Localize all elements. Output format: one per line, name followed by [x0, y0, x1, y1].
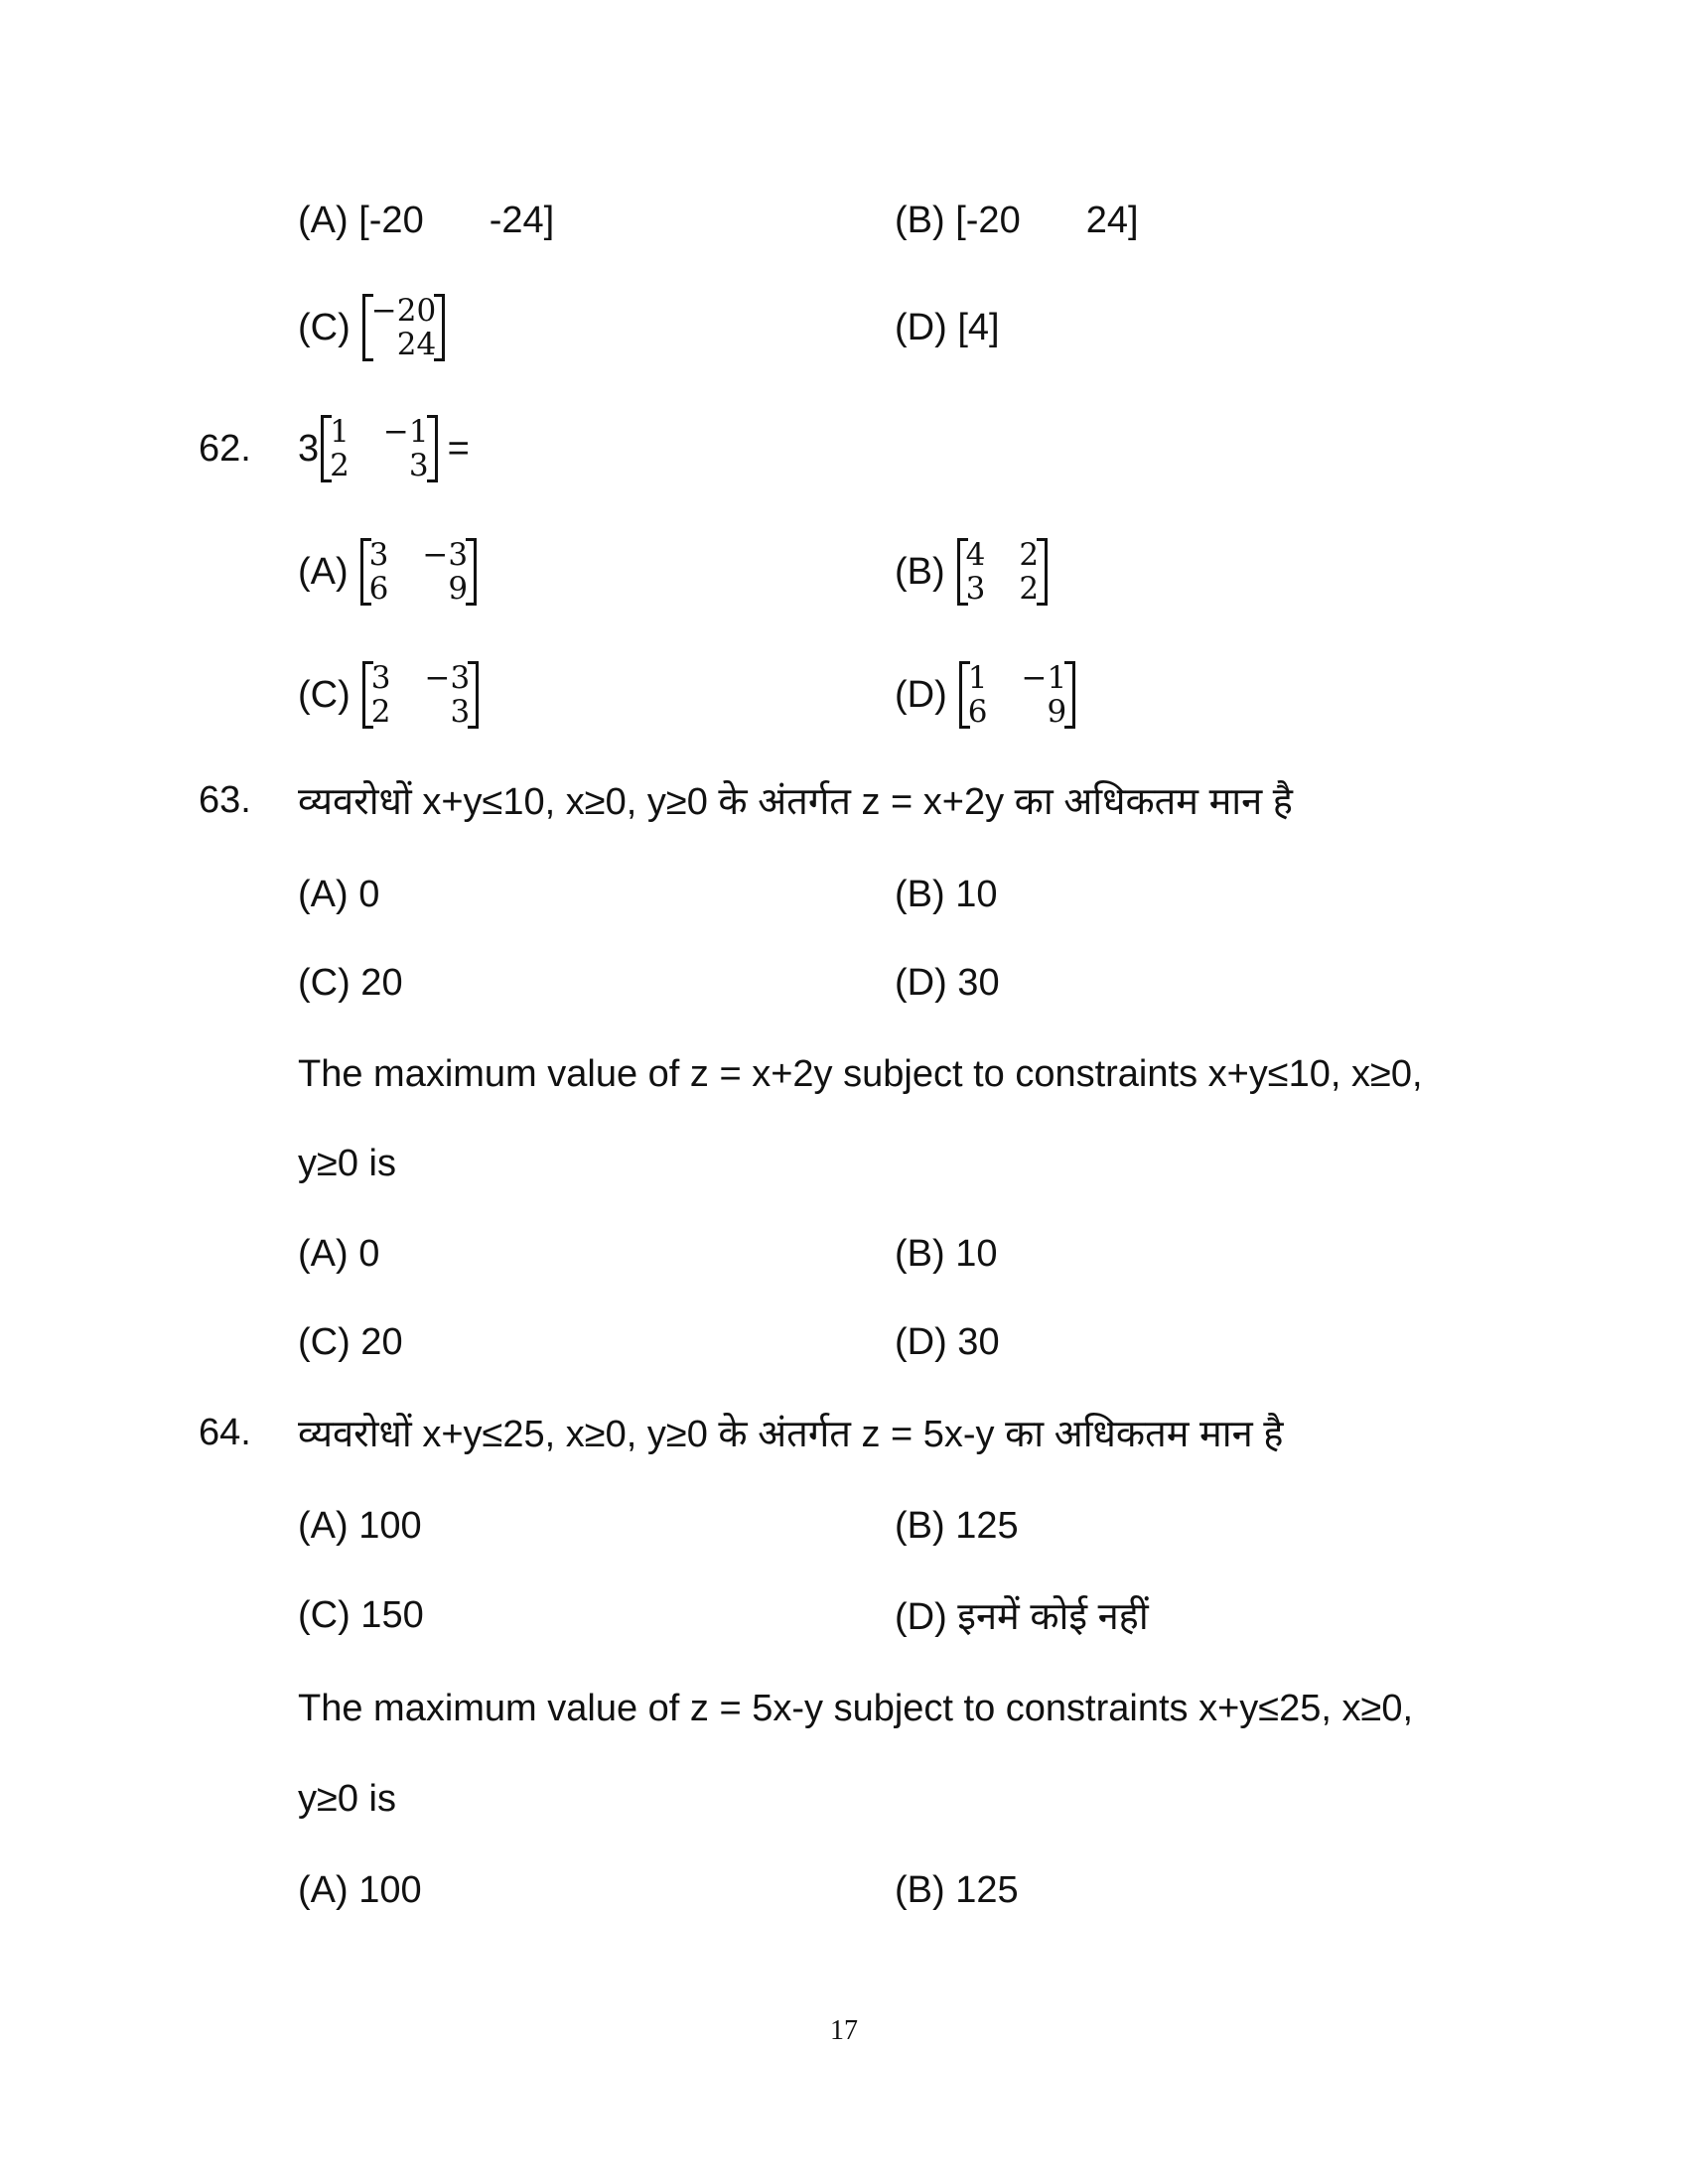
option-label: (C): [298, 306, 351, 348]
option-label: (D): [895, 673, 947, 716]
q64-english-stem-line2: y≥0 is: [298, 1777, 396, 1820]
matrix-cell: 9: [1047, 694, 1067, 730]
q64-english-option-a: (A) 100: [298, 1868, 422, 1911]
question-number: 64.: [199, 1411, 251, 1453]
matrix-cell: −3: [424, 660, 471, 696]
q64-hindi-option-d: (D) इनमें कोई नहीं: [895, 1596, 1149, 1638]
q63-english-stem-line1: The maximum value of z = x+2y subject to constraints x+y≤10, x≥0,: [298, 1052, 1423, 1095]
q62-option-c: [298, 660, 479, 730]
q63-english-option-c: (C) 20: [298, 1320, 403, 1363]
matrix-left: [-20: [358, 199, 424, 241]
q62-option-d: [895, 660, 1075, 730]
matrix-left: [-20: [955, 199, 1021, 241]
matrix-cell: −3: [422, 537, 469, 573]
q61-option-d: [895, 298, 1000, 357]
q61-option-a: [298, 191, 554, 250]
q63-hindi-option-a: (A) 0: [298, 873, 380, 915]
q63-english-option-b: (B) 10: [895, 1232, 998, 1275]
matrix-cell: 3: [450, 694, 471, 730]
q63-hindi-option-b: (B) 10: [895, 873, 998, 915]
q62-option-b: [895, 537, 1048, 607]
matrix-cell: 2: [1019, 537, 1040, 573]
q63-english-option-a: (A) 0: [298, 1232, 380, 1275]
matrix-cell: 1: [330, 414, 350, 450]
q63-english-stem-line2: y≥0 is: [298, 1142, 396, 1184]
q63-english-option-d: (D) 30: [895, 1320, 1000, 1363]
question-matrix: [321, 415, 437, 482]
option-label: (D): [895, 306, 947, 348]
matrix-cell: 2: [1019, 571, 1040, 607]
matrix-cell: 1: [967, 660, 988, 696]
matrix-cell: 9: [448, 571, 469, 607]
matrix-cell: 4: [965, 537, 986, 573]
coefficient: 3: [298, 427, 320, 470]
option-label: (A): [298, 550, 349, 593]
q64-hindi-option-c: (C) 150: [298, 1593, 424, 1636]
option-label: (C): [298, 673, 351, 716]
matrix-cell: 6: [967, 694, 988, 730]
q64-english-option-b: (B) 125: [895, 1868, 1019, 1911]
option-matrix: [959, 661, 1075, 729]
option-label: (A): [298, 199, 349, 241]
option-matrix: [957, 538, 1048, 606]
matrix-cell: 3: [408, 448, 429, 483]
q64-english-stem-line1: The maximum value of z = 5x-y subject to constraints x+y≤25, x≥0,: [298, 1687, 1414, 1729]
option-label: (B): [895, 199, 945, 241]
q64-hindi-stem: व्यवरोधों x+y≤25, x≥0, y≥0 के अंतर्गत z = 5x-y का अधिकतम मान है: [298, 1414, 1284, 1455]
option-label: (B): [895, 550, 945, 593]
option-matrix: [362, 661, 479, 729]
q64-hindi-option-b: (B) 125: [895, 1504, 1019, 1547]
page-number: 17: [830, 2015, 858, 2046]
matrix-cell: 3: [368, 537, 389, 573]
q63-hindi-option-c: (C) 20: [298, 961, 403, 1004]
matrix-cell: 3: [965, 571, 986, 607]
option-text: [4]: [957, 306, 1000, 348]
q63-hindi-option-d: (D) 30: [895, 961, 1000, 1004]
matrix-cell: 2: [370, 694, 391, 730]
equals-sign: =: [447, 427, 470, 470]
q61-option-c: [298, 293, 445, 362]
matrix-cell: 2: [330, 448, 350, 483]
matrix-right: 24]: [1085, 199, 1139, 241]
matrix-cell: 3: [370, 660, 391, 696]
matrix-cell: 6: [368, 571, 389, 607]
q62-option-a: [298, 537, 477, 607]
matrix-right: -24]: [489, 199, 555, 241]
q64-hindi-option-a: (A) 100: [298, 1504, 422, 1547]
option-matrix: [360, 538, 477, 606]
q63-hindi-stem: व्यवरोधों x+y≤10, x≥0, y≥0 के अंतर्गत z = x+2y का अधिकतम मान है: [298, 781, 1293, 823]
question-number: 62.: [199, 427, 251, 470]
matrix-cell: −20: [370, 293, 437, 329]
matrix-cell: 24: [396, 327, 437, 362]
column-matrix: [362, 294, 445, 361]
matrix-cell: −1: [382, 414, 429, 450]
q62-stem: [298, 414, 470, 483]
question-number: 63.: [199, 778, 251, 821]
matrix-cell: −1: [1021, 660, 1067, 696]
q61-option-b: [895, 191, 1139, 250]
